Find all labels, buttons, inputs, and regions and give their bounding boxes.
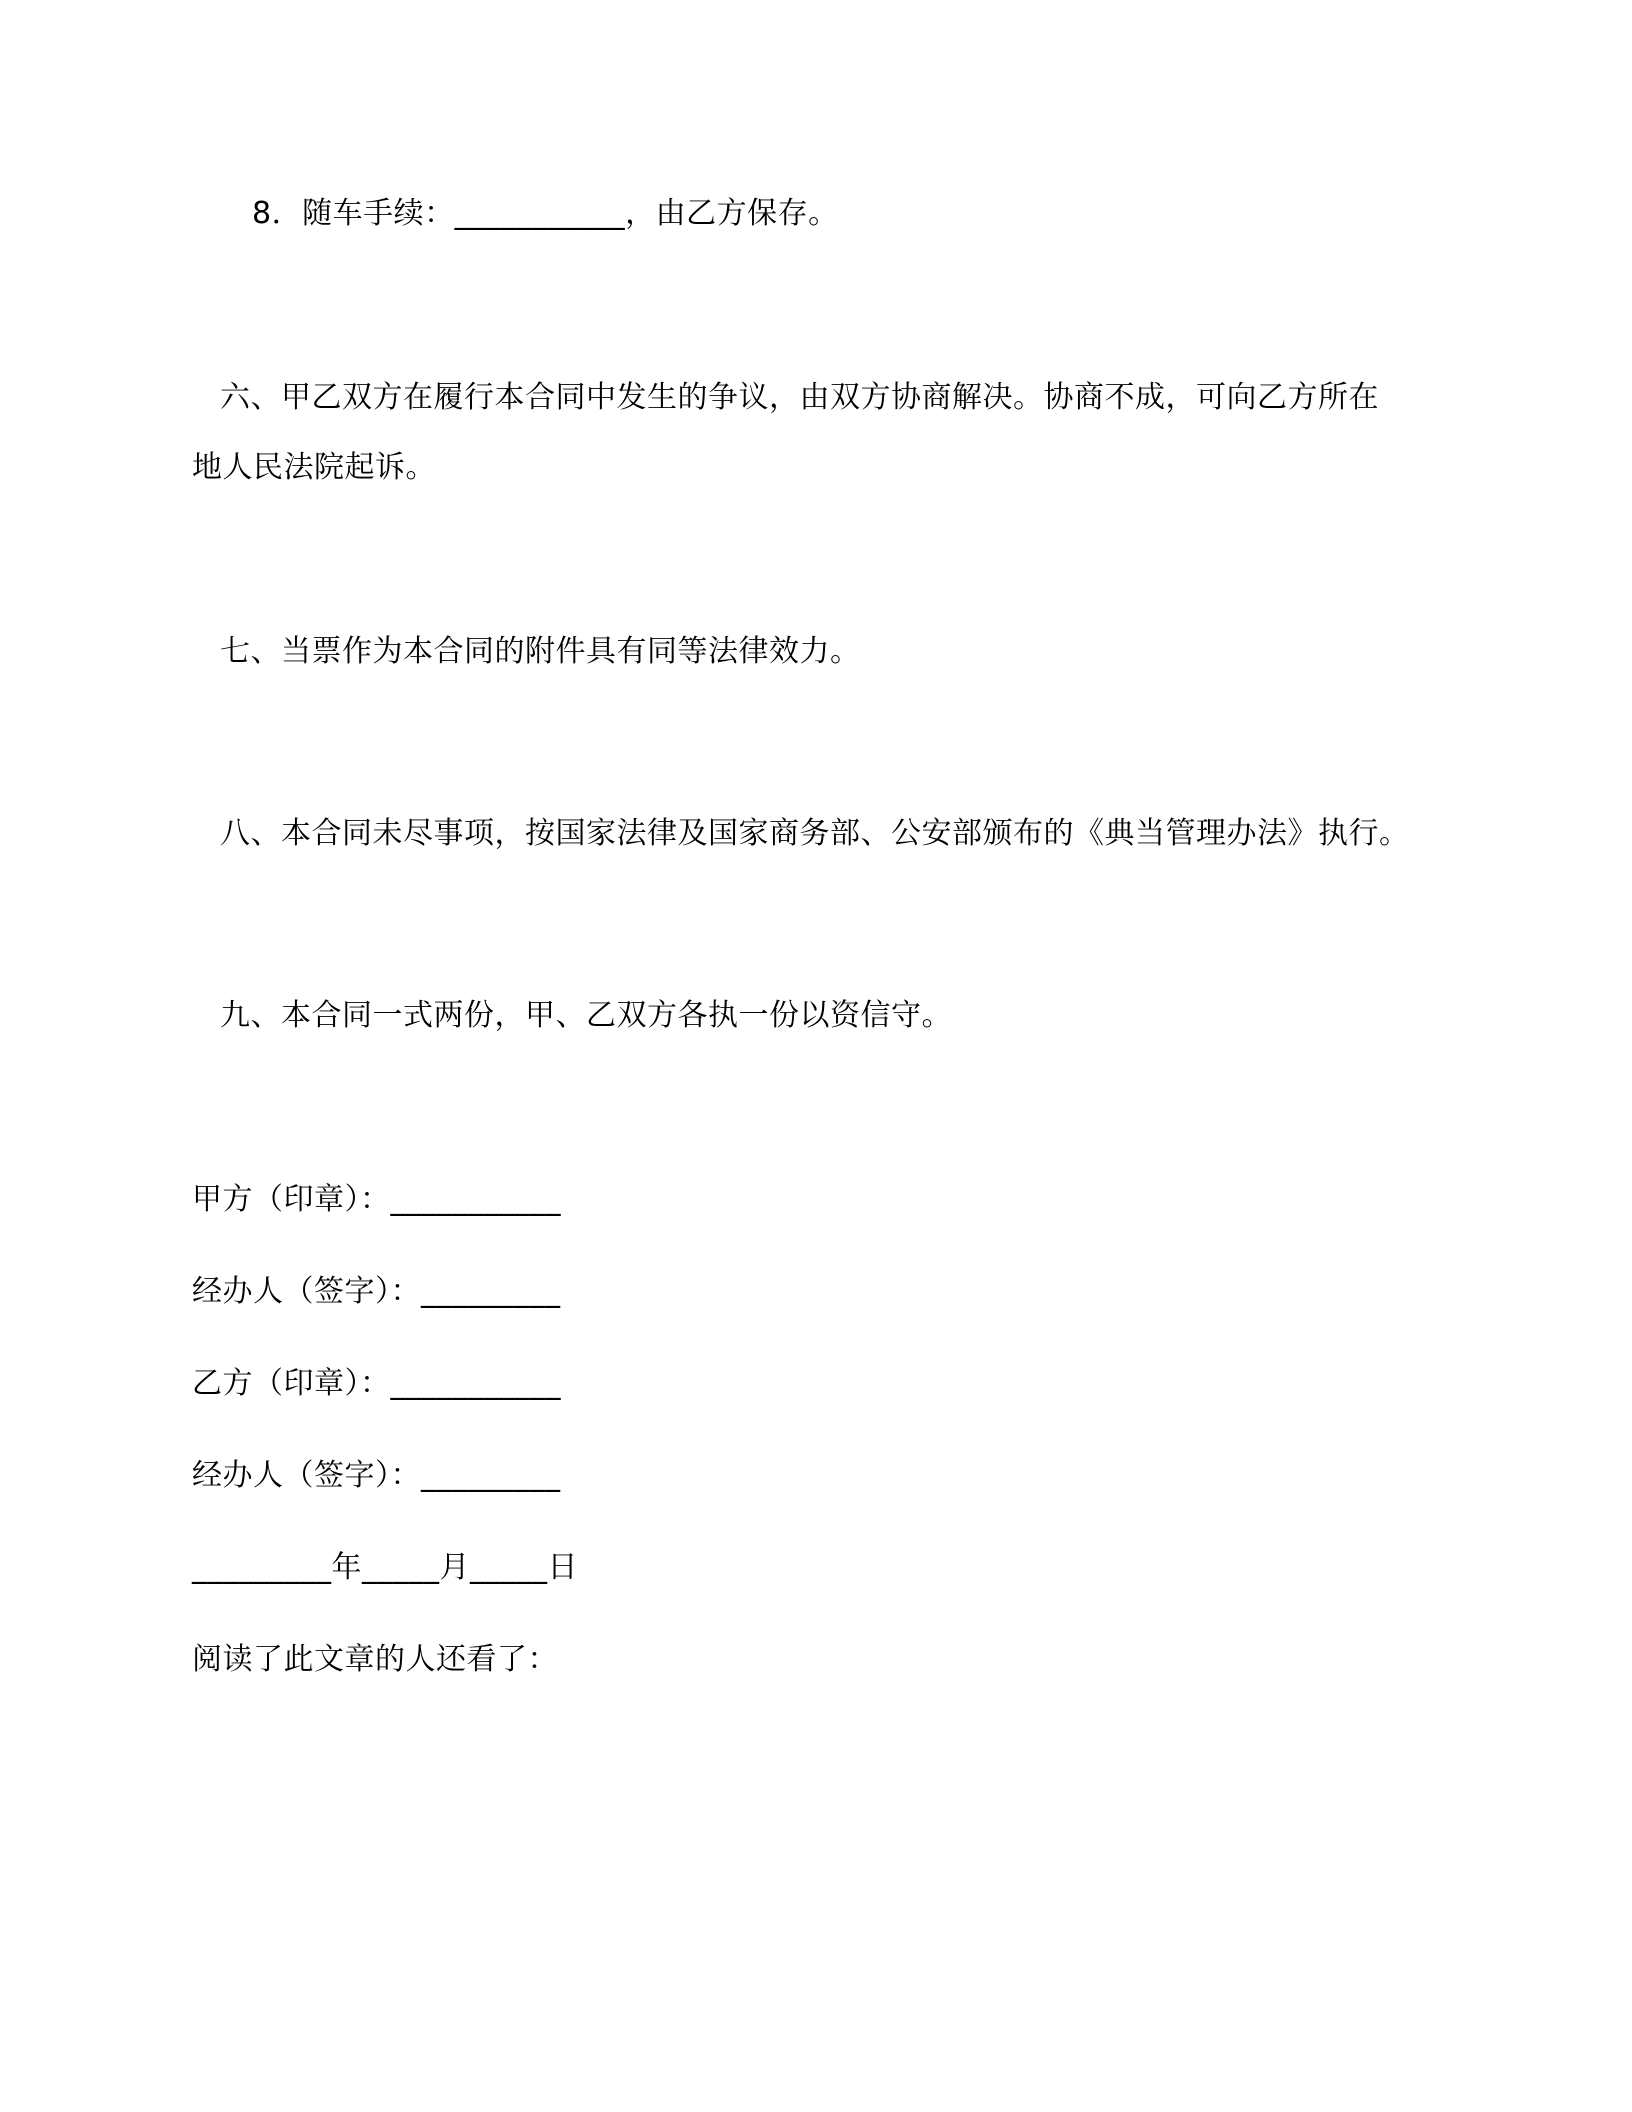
related-articles-heading: 阅读了此文章的人还看了： (192, 1642, 558, 1677)
party-a-seal: 甲方（印章）：___________ (192, 1182, 561, 1217)
clause-copies: 九、本合同一式两份，甲、乙双方各执一份以资信守。 (220, 998, 952, 1033)
party-a-agent-signature: 经办人（签字）：_________ (192, 1274, 561, 1309)
party-b-agent-signature: 经办人（签字）：_________ (192, 1458, 561, 1493)
clause-dispute-line2: 地人民法院起诉。 (192, 450, 436, 485)
clause-unresolved-matters: 八、本合同未尽事项，按国家法律及国家商务部、公安部颁布的《典当管理办法》执行。 (220, 816, 1410, 851)
clause-vehicle-documents: 8．随车手续：___________，由乙方保存。 (252, 196, 839, 231)
party-b-seal: 乙方（印章）：___________ (192, 1366, 561, 1401)
clause-pawn-ticket: 七、当票作为本合同的附件具有同等法律效力。 (220, 634, 861, 669)
clause-dispute-line1: 六、甲乙双方在履行本合同中发生的争议，由双方协商解决。协商不成，可向乙方所在 (220, 380, 1379, 415)
date-line: _________年_____月_____日 (192, 1550, 578, 1585)
